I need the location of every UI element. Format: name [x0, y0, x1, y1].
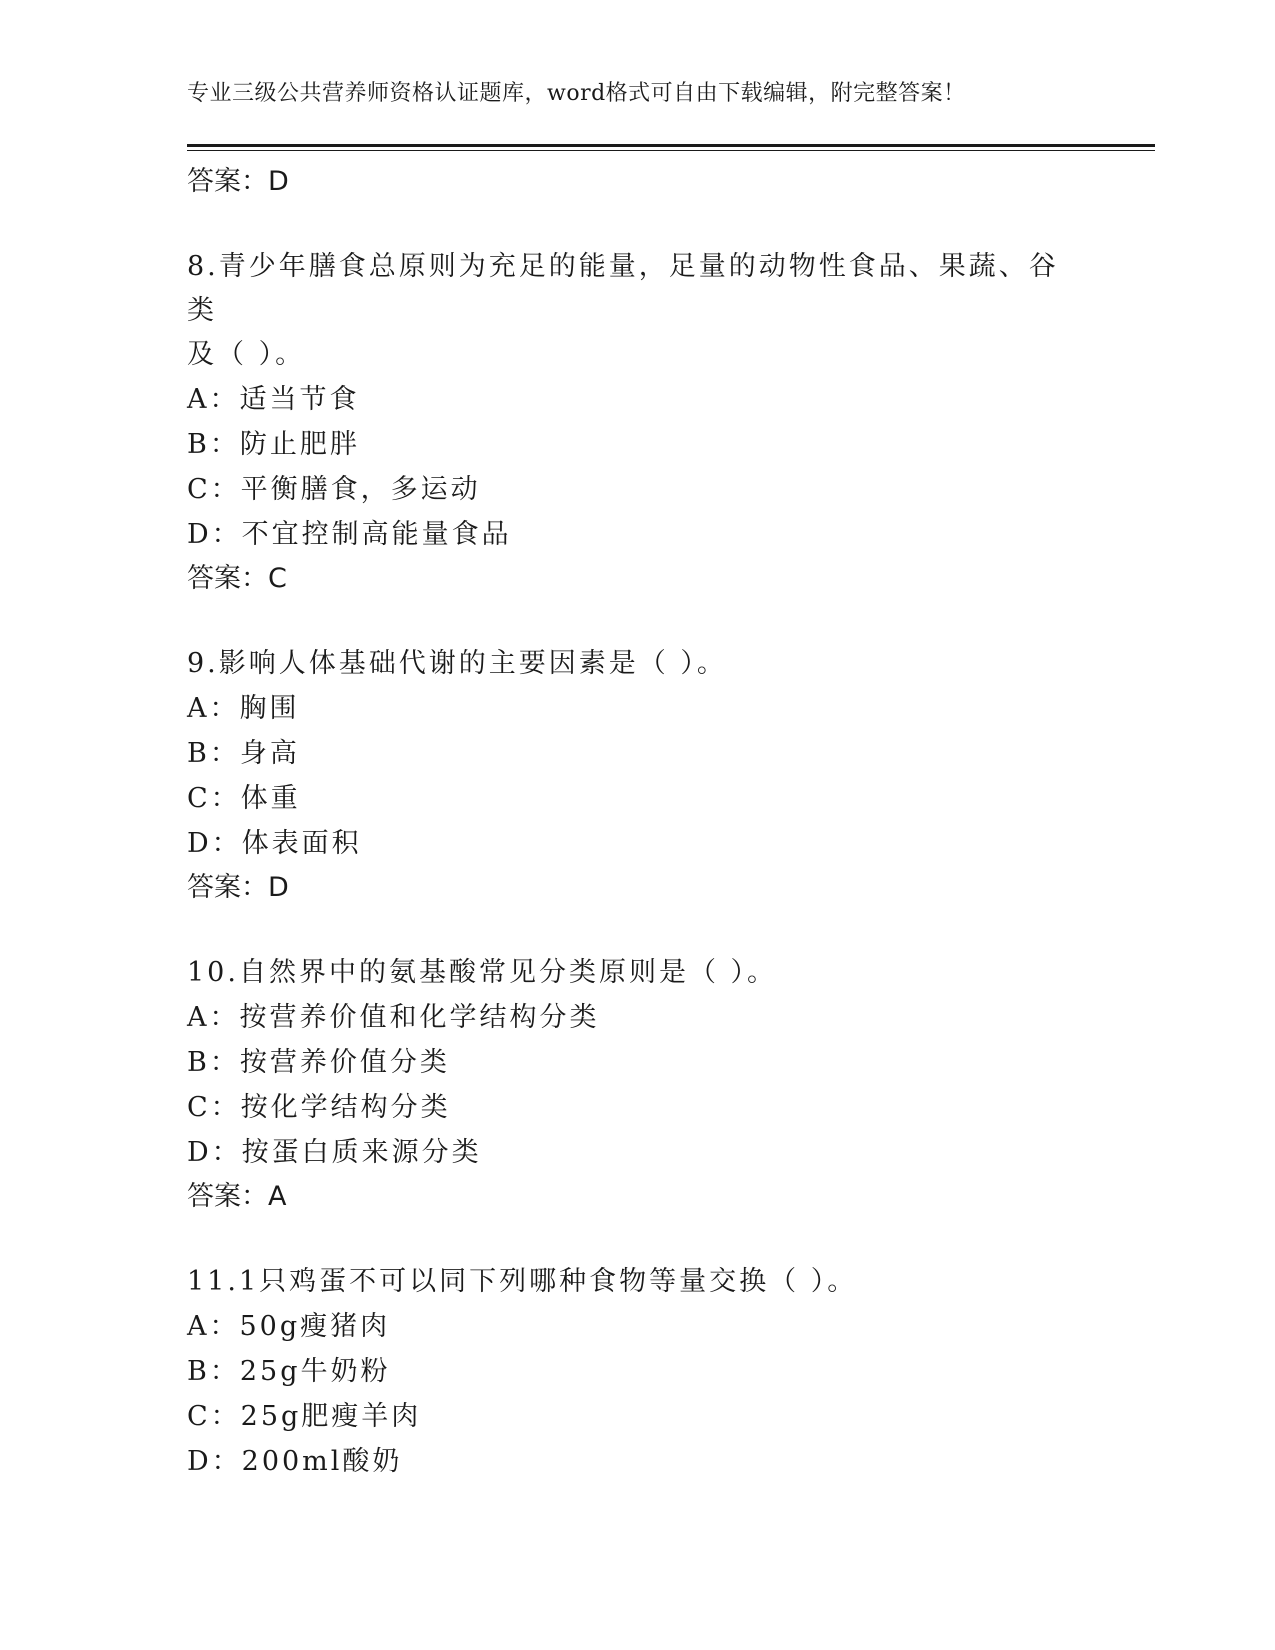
option-d: D：按蛋白质来源分类	[187, 1137, 482, 1168]
page-header-title: 专业三级公共营养师资格认证题库，word格式可自由下载编辑，附完整答案！	[187, 81, 966, 106]
question-list	[187, 160, 1087, 1484]
answer: 答案：D	[187, 872, 289, 903]
header-rule-thick	[187, 144, 1155, 147]
header-rule-thin	[187, 150, 1155, 151]
question-11	[187, 1260, 1087, 1484]
question-9	[187, 642, 1087, 910]
option-c: C：体重	[187, 783, 301, 814]
option-b: B：身高	[187, 738, 300, 769]
option-a: A：胸围	[187, 693, 300, 724]
answer: 答案：C	[187, 563, 287, 594]
option-c: C：25g肥瘦羊肉	[187, 1401, 422, 1432]
option-d: D：体表面积	[187, 828, 362, 859]
option-a: A：50g瘦猪肉	[187, 1311, 391, 1342]
question-10	[187, 951, 1087, 1219]
option-d: D：不宜控制高能量食品	[187, 519, 512, 550]
question-8	[187, 245, 1087, 601]
option-a: A：适当节食	[187, 384, 360, 415]
option-b: B：按营养价值分类	[187, 1047, 450, 1078]
option-c: C：平衡膳食，多运动	[187, 474, 481, 505]
answer-q7: 答案：D	[187, 166, 289, 197]
option-c: C：按化学结构分类	[187, 1092, 451, 1123]
answer: 答案：A	[187, 1181, 287, 1212]
question-stem: 10.自然界中的氨基酸常见分类原则是（ ）。	[187, 957, 778, 988]
option-b: B：防止肥胖	[187, 429, 360, 460]
question-stem: 11.1只鸡蛋不可以同下列哪种食物等量交换（ ）。	[187, 1266, 858, 1297]
option-d: D：200ml酸奶	[187, 1446, 403, 1477]
option-a: A：按营养价值和化学结构分类	[187, 1002, 600, 1033]
question-stem: 9.影响人体基础代谢的主要因素是（ ）。	[187, 648, 727, 679]
question-stem-continued: 及（ ）。	[187, 339, 306, 370]
option-b: B：25g牛奶粉	[187, 1356, 391, 1387]
question-stem: 8.青少年膳食总原则为充足的能量，足量的动物性食品、果蔬、谷类	[187, 251, 1059, 326]
